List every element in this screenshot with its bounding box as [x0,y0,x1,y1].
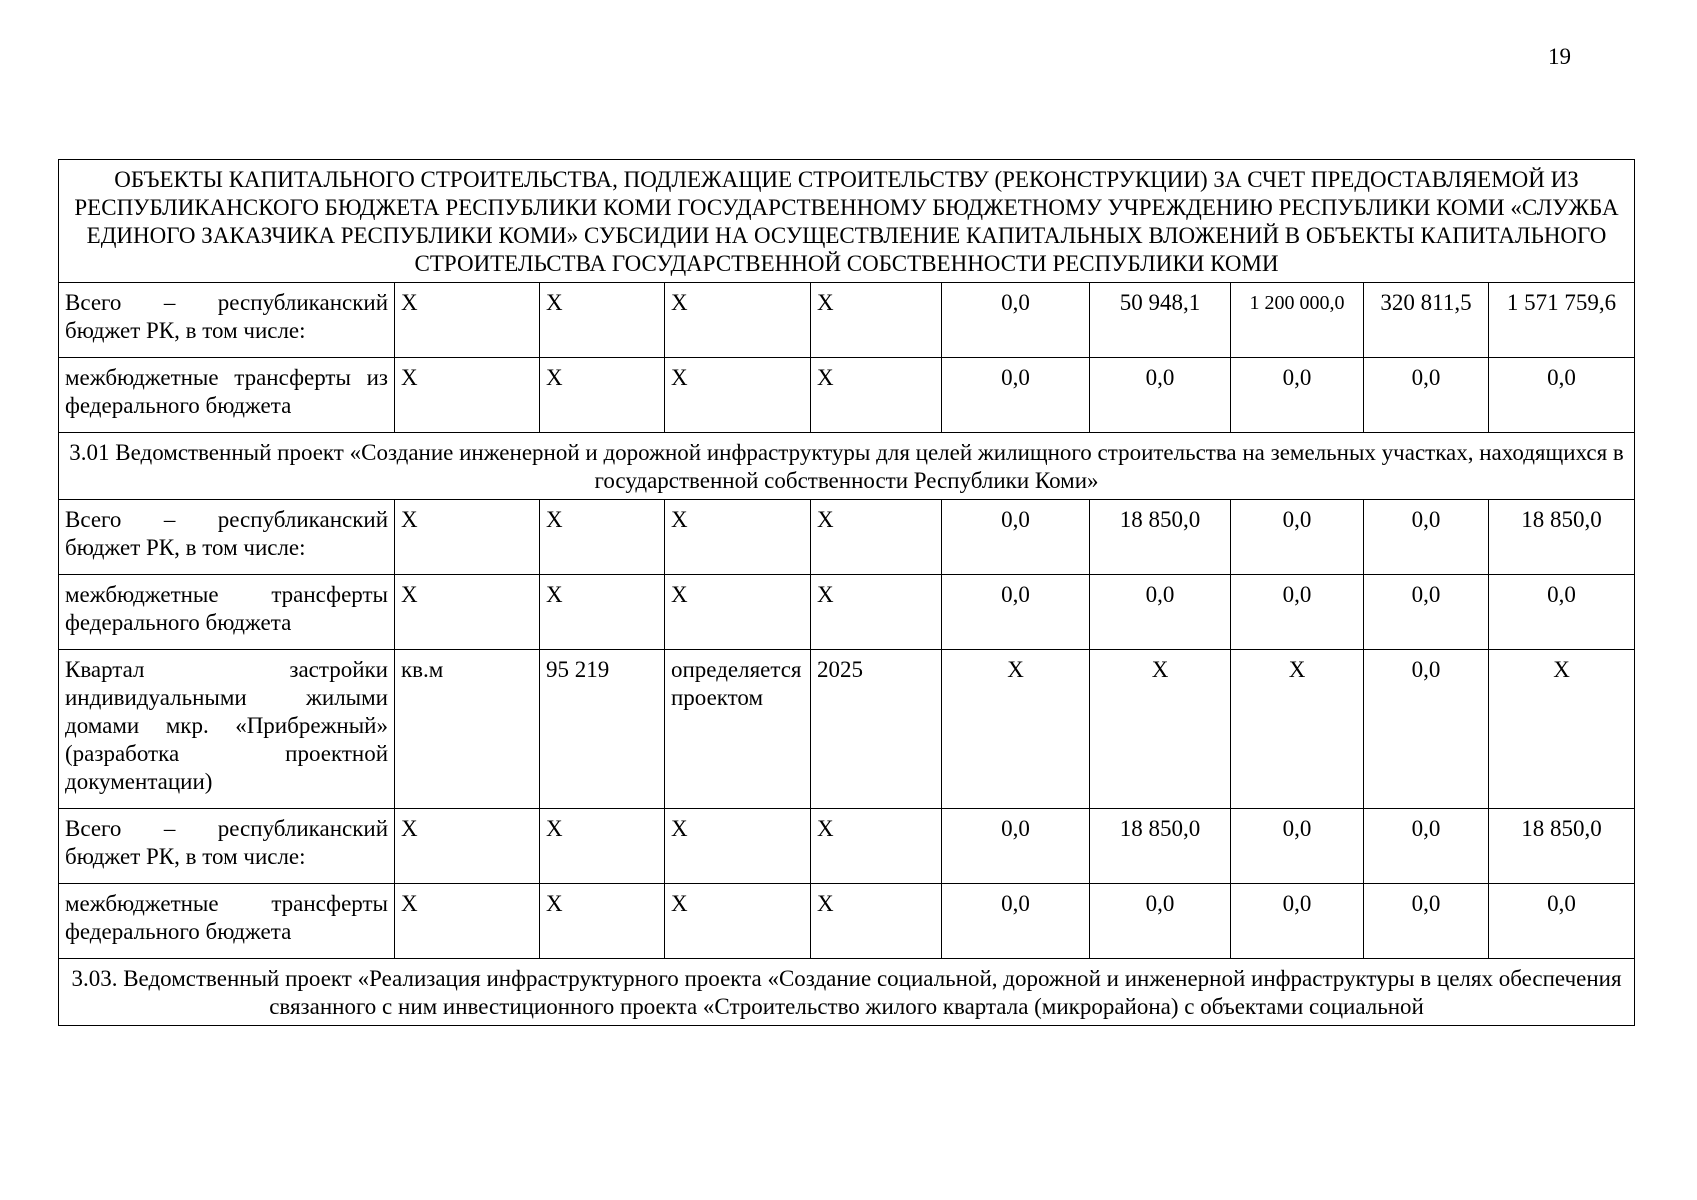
year-cell: X [811,884,942,959]
value-cell: 0,0 [942,358,1090,433]
value-cell: 0,0 [1231,884,1364,959]
table-row [59,575,1635,650]
value-cell: 0,0 [1231,809,1364,884]
cost-cell: X [665,283,811,358]
table-row [59,809,1635,884]
section-title: 3.03. Ведомственный проект «Реализация инфраструктурного проекта «Создание социальной, дорожной и инженерной инфраструктуры в целях обеспечения связанного с ним инвестиционного проекта «Строительство жилого квартала (микрорайона) с объектами социальной [59,959,1635,1026]
value-cell: 18 850,0 [1090,500,1231,575]
section-title: ОБЪЕКТЫ КАПИТАЛЬНОГО СТРОИТЕЛЬСТВА, ПОДЛЕЖАЩИЕ СТРОИТЕЛЬСТВУ (РЕКОНСТРУКЦИИ) ЗА СЧЕТ ПРЕДОСТАВЛЯЕМОЙ ИЗ РЕСПУБЛИКАНСКОГО БЮДЖЕТА РЕСПУБЛИКИ КОМИ ГОСУДАРСТВЕННОМУ БЮДЖЕТНОМУ УЧРЕЖДЕНИЮ РЕСПУБЛИКИ КОМИ «СЛУЖБА ЕДИНОГО ЗАКАЗЧИКА РЕСПУБЛИКИ КОМИ» СУБСИДИИ НА ОСУЩЕСТВЛЕНИЕ КАПИТАЛЬНЫХ ВЛОЖЕНИЙ В ОБЪЕКТЫ КАПИТАЛЬНОГО СТРОИТЕЛЬСТВА ГОСУДАРСТВЕННОЙ СОБСТВЕННОСТИ РЕСПУБЛИКИ КОМИ [59,160,1635,283]
capacity-cell: X [540,500,665,575]
value-cell: 0,0 [942,884,1090,959]
capacity-cell: X [540,809,665,884]
year-cell: X [811,358,942,433]
total-cell: 18 850,0 [1489,809,1635,884]
section-header-row [59,959,1635,1026]
total-cell: 1 571 759,6 [1489,283,1635,358]
row-label: межбюджетные трансферты федерального бюджета [59,575,395,650]
capacity-cell: 95 219 [540,650,665,809]
table-row [59,358,1635,433]
value-cell: 0,0 [1231,500,1364,575]
section-header-row [59,160,1635,283]
value-cell: 0,0 [1090,575,1231,650]
unit-cell: X [395,358,540,433]
row-label: Всего – республиканский бюджет РК, в том числе: [59,809,395,884]
row-label: межбюджетные трансферты федерального бюджета [59,884,395,959]
unit-cell: кв.м [395,650,540,809]
capacity-cell: X [540,884,665,959]
unit-cell: X [395,283,540,358]
table-row [59,283,1635,358]
unit-cell: X [395,809,540,884]
total-cell: 0,0 [1489,884,1635,959]
value-cell: X [1231,650,1364,809]
unit-cell: X [395,575,540,650]
year-cell: X [811,809,942,884]
value-cell: X [1090,650,1231,809]
year-cell: 2025 [811,650,942,809]
year-cell: X [811,500,942,575]
value-cell: 0,0 [1090,358,1231,433]
value-cell: 1 200 000,0 [1231,283,1364,358]
capacity-cell: X [540,575,665,650]
value-cell: 0,0 [1364,884,1489,959]
value-cell: 0,0 [1364,575,1489,650]
value-cell: 0,0 [942,500,1090,575]
section-title: 3.01 Ведомственный проект «Создание инженерной и дорожной инфраструктуры для целей жилищного строительства на земельных участках, находящихся в государственной собственности Республики Коми» [59,433,1635,500]
total-cell: 0,0 [1489,575,1635,650]
value-cell: 50 948,1 [1090,283,1231,358]
total-cell: 0,0 [1489,358,1635,433]
cost-cell: X [665,358,811,433]
value-cell: 320 811,5 [1364,283,1489,358]
value-cell: 0,0 [1364,650,1489,809]
total-cell: 18 850,0 [1489,500,1635,575]
year-cell: X [811,575,942,650]
value-cell: X [942,650,1090,809]
cost-cell: определяется проектом [665,650,811,809]
cost-cell: X [665,809,811,884]
table-row [59,500,1635,575]
year-cell: X [811,283,942,358]
value-cell: 0,0 [942,283,1090,358]
value-cell: 0,0 [1364,809,1489,884]
cost-cell: X [665,500,811,575]
row-label: Квартал застройки индивидуальными жилыми домами мкр. «Прибрежный» (разработка проектной документации) [59,650,395,809]
capacity-cell: X [540,358,665,433]
total-cell: X [1489,650,1635,809]
value-cell: 0,0 [1364,500,1489,575]
cost-cell: X [665,575,811,650]
unit-cell: X [395,884,540,959]
value-cell: 0,0 [1090,884,1231,959]
section-header-row [59,433,1635,500]
row-label: межбюджетные трансферты из федерального бюджета [59,358,395,433]
capacity-cell: X [540,283,665,358]
row-label: Всего – республиканский бюджет РК, в том числе: [59,500,395,575]
value-cell: 0,0 [1231,575,1364,650]
value-cell: 0,0 [942,575,1090,650]
cost-cell: X [665,884,811,959]
value-cell: 0,0 [942,809,1090,884]
value-cell: 18 850,0 [1090,809,1231,884]
table-row [59,884,1635,959]
page-number: 19 [1548,44,1571,69]
unit-cell: X [395,500,540,575]
budget-table [58,159,1635,1026]
table-row [59,650,1635,809]
row-label: Всего – республиканский бюджет РК, в том числе: [59,283,395,358]
value-cell: 0,0 [1364,358,1489,433]
value-cell: 0,0 [1231,358,1364,433]
